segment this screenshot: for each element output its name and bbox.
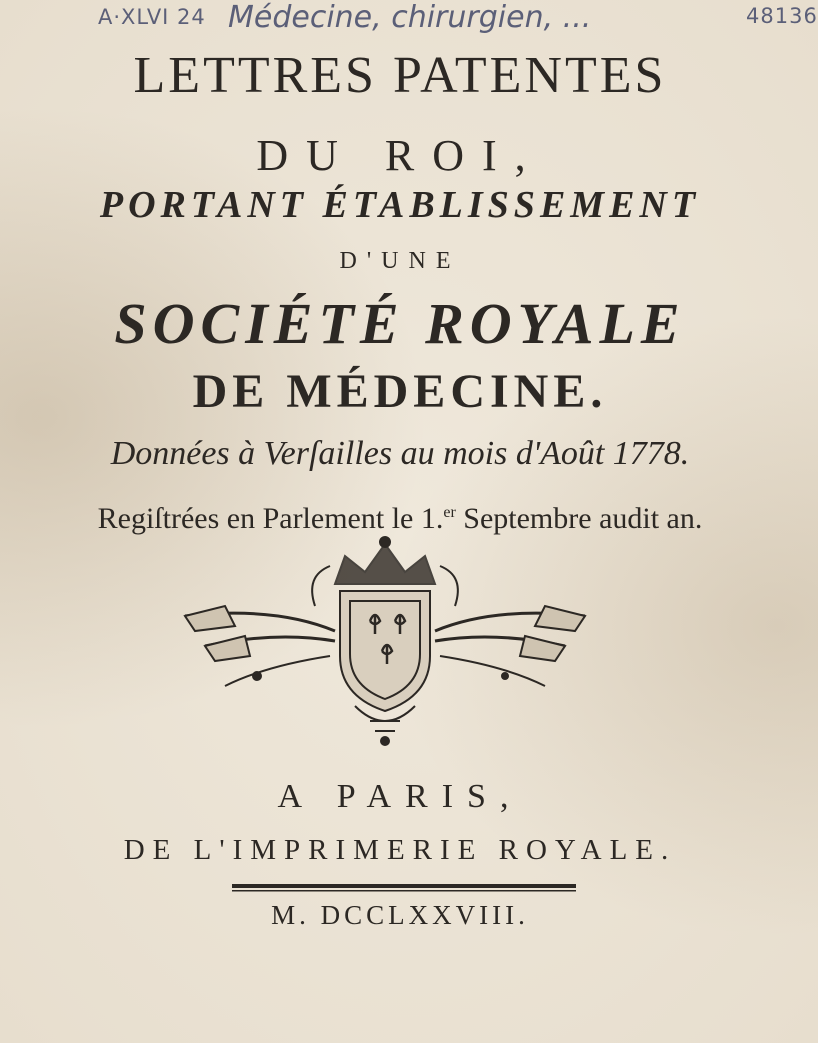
title-portant-etablissement: PORTANT ÉTABLISSEMENT	[99, 184, 701, 226]
title-du-roi: DU ROI,	[256, 131, 544, 180]
date-line: Données à Verſailles au mois d'Août 1778.	[110, 435, 690, 472]
imprint-place: A PARIS,	[277, 778, 523, 815]
title-de-medecine: DE MÉDECINE.	[192, 365, 608, 418]
registration-superscript: er	[443, 504, 456, 521]
registration-text-after: Septembre audit an.	[455, 502, 703, 535]
imprint-year: M. DCCLXXVIII.	[271, 900, 529, 930]
imprint-printer: DE L'IMPRIMERIE ROYALE.	[123, 834, 677, 866]
registration-text-before: Regiſtrées en Parlement le 1.	[97, 502, 444, 535]
title-d-une: D'UNE	[339, 248, 461, 274]
handwritten-number: 48136	[746, 4, 818, 28]
registration-line	[0, 502, 800, 536]
double-rule-divider	[232, 884, 576, 892]
handwritten-note: Médecine, chirurgien, ...	[228, 0, 592, 35]
handwritten-shelfmark: A·XLVI 24	[98, 5, 206, 29]
royal-arms-ornament	[165, 536, 605, 751]
title-societe-royale: SOCIÉTÉ ROYALE	[114, 291, 686, 356]
title-lettres-patentes: LETTRES PATENTES	[133, 47, 667, 104]
